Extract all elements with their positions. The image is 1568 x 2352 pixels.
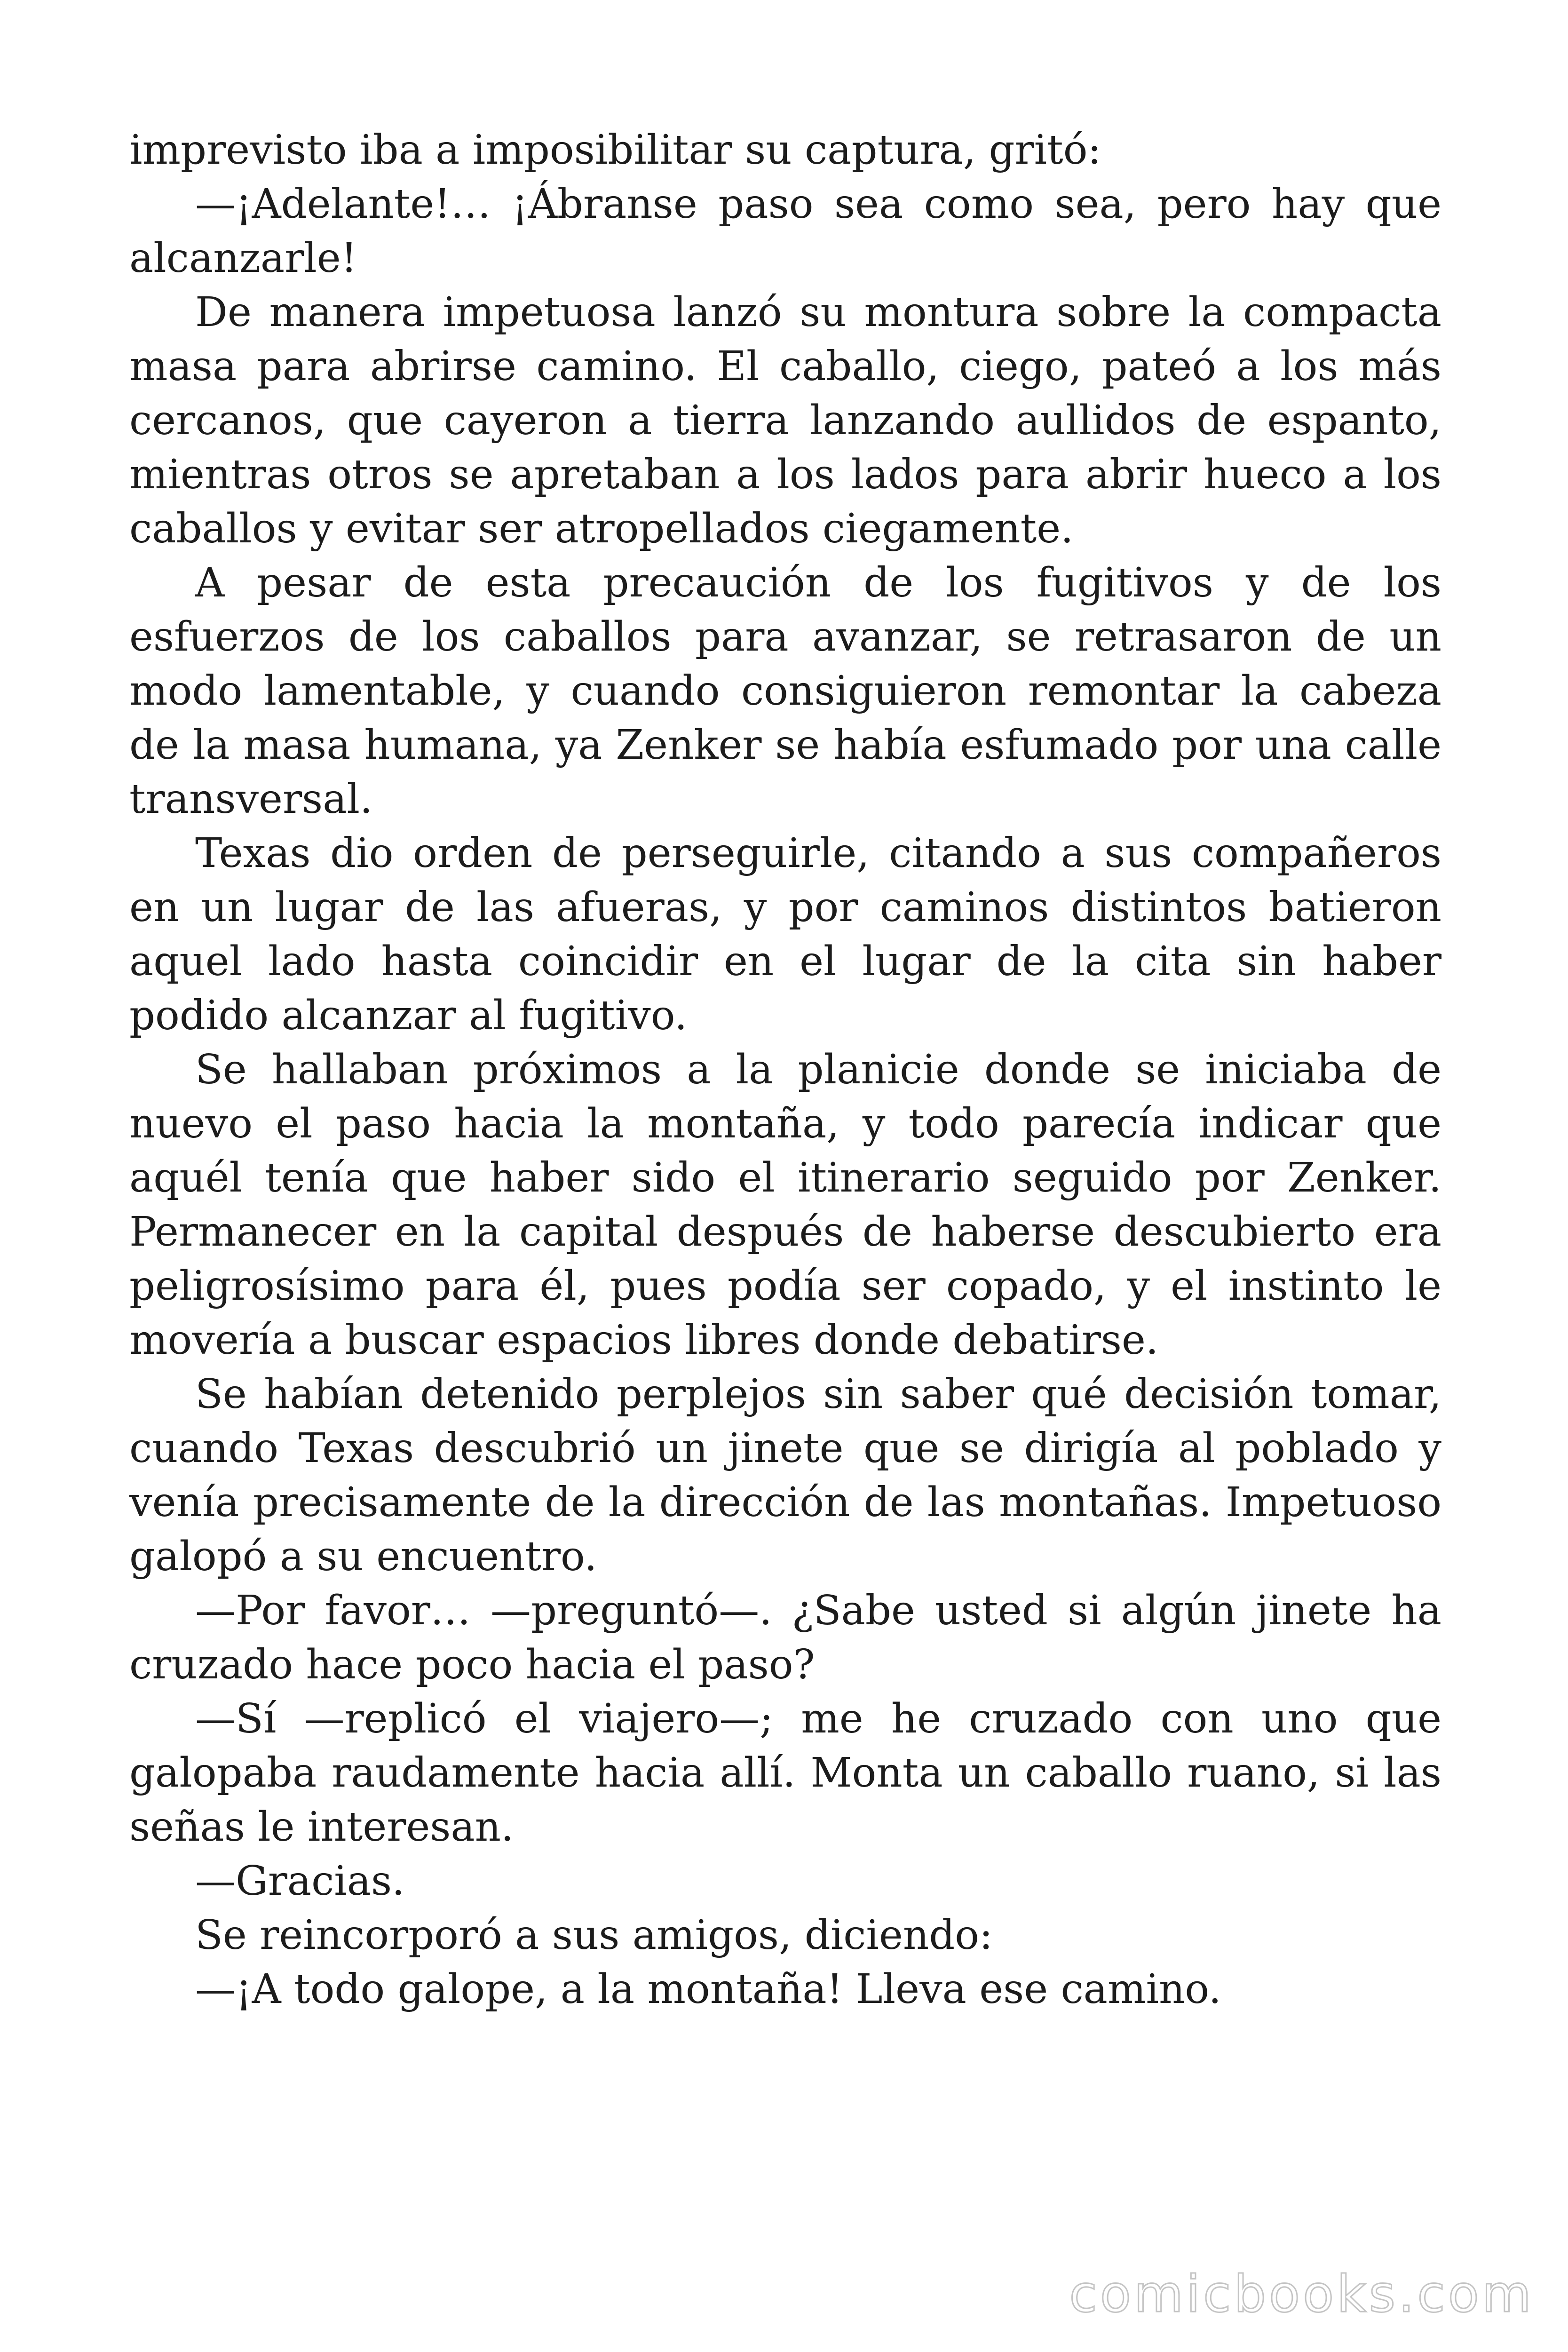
paragraph: —¡A todo galope, a la montaña! Lleva ese camino. [195,1966,1221,2013]
watermark: comicbooks.com [1069,2265,1534,2324]
paragraph: De manera impetuosa lanzó su montura sobre la compacta masa para abrirse camino. El caballo, ciego, pateó a los más cercanos, que cayeron a tierra lanzando aullidos de espanto, mientras otros se apretaban a los lados para abrir hueco a los caballos y evitar ser atropellados ciegamente. [129,289,1441,552]
paragraph: Se habían detenido perplejos sin saber qué decisión tomar, cuando Texas descubrió un jinete que se dirigía al poblado y venía precisamente de la dirección de las montañas. Impetuoso galopó a su encuentro. [129,1371,1441,1580]
paragraph: imprevisto iba a imposibilitar su captura, gritó: [129,127,1101,174]
paragraph: —¡Adelante!… ¡Ábranse paso sea como sea, pero hay que alcanzarle! [129,181,1441,282]
book-page-text [129,123,1441,2017]
paragraph: —Gracias. [195,1858,405,1905]
paragraph: Se hallaban próximos a la planicie donde se iniciaba de nuevo el paso hacia la montaña, y todo parecía indicar que aquél tenía que haber sido el itinerario seguido por Zenker. Permanecer en la capital después de haberse descubierto era peligrosísimo para él, pues podía ser copado, y el instinto le movería a buscar espacios libres donde debatirse. [129,1046,1441,1364]
paragraph: —Sí —replicó el viajero—; me he cruzado con uno que galopaba raudamente hacia allí. Monta un caballo ruano, si las señas le interesan. [129,1695,1441,1851]
paragraph: A pesar de esta precaución de los fugitivos y de los esfuerzos de los caballos para avanzar, se retrasaron de un modo lamentable, y cuando consiguieron remontar la cabeza de la masa humana, ya Zenker se había esfumado por una calle transversal. [129,559,1441,823]
paragraph: Se reincorporó a sus amigos, diciendo: [195,1912,993,1959]
paragraph: —Por favor… —preguntó—. ¿Sabe usted si algún jinete ha cruzado hace poco hacia el paso? [129,1587,1441,1688]
paragraph: Texas dio orden de perseguirle, citando a sus compañeros en un lugar de las afueras, y por caminos distintos batieron aquel lado hasta coincidir en el lugar de la cita sin haber podido alcanzar al fugitivo. [129,830,1441,1039]
